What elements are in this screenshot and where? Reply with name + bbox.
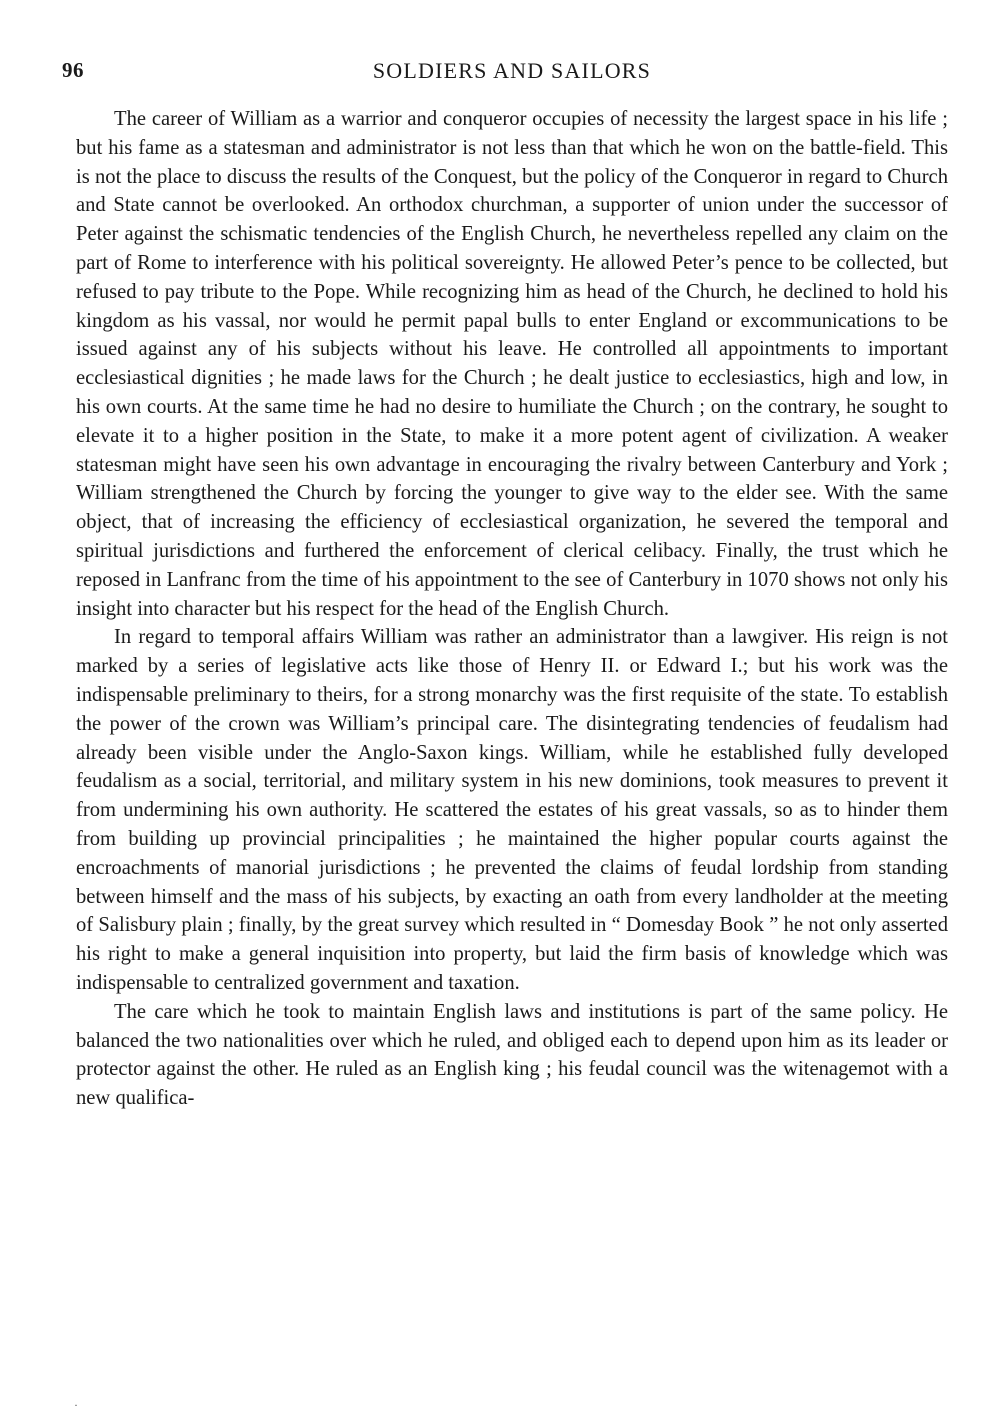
page: [62, 58, 948, 1113]
body-text: [76, 105, 948, 1113]
running-title: SOLDIERS AND SAILORS: [372, 58, 652, 83]
page-number: 96: [62, 58, 84, 82]
paragraph-1: The career of William as a warrior and conqueror occupies of necessity the largest space in his life ; but his fame as a statesman and administrator is not less than that which he won on the battle-field. This is not the place to discuss the results of the Conquest, but the policy of the Conqueror in regard to Church and State cannot be overlooked. An orthodox churchman, a supporter of union under the successor of Peter against the schismatic tendencies of the English Church, he nevertheless repelled any claim on the part of Rome to interference with his political sovereignty. He allowed Peter’s pence to be collected, but refused to pay tribute to the Pope. While recognizing him as head of the Church, he declined to hold his kingdom as his vassal, nor would he permit papal bulls to enter England or excommunications to be issued against any of his subjects without his leave. He controlled all appointments to important ecclesiastical dignities ; he made laws for the Church ; he dealt justice to ecclesiastics, high and low, in his own courts. At the same time he had no desire to humiliate the Church ; on the contrary, he sought to elevate it to a higher position in the State, to make it a more potent agent of civilization. A weaker statesman might have seen his own advantage in encouraging the rivalry between Canterbury and York ; William strengthened the Church by forcing the younger to give way to the elder see. With the same object, that of increasing the efficiency of ecclesiastical organization, he severed the temporal and spiritual jurisdictions and furthered the enforcement of clerical celibacy. Finally, the trust which he reposed in Lanfranc from the time of his appointment to the see of Canterbury in 1070 shows not only his insight into character but his respect for the head of the English Church.: [76, 108, 948, 620]
paragraph-3: The care which he took to maintain English laws and institutions is part of the same policy. He balanced the two nationalities over which he ruled, and obliged each to depend upon him as its leader or protector against the other. He ruled as an English king ; his feudal council was the witenagemot with a new qualifica-: [76, 1000, 948, 1110]
scan-speck-mark: ·: [74, 1398, 78, 1412]
paragraph-2: In regard to temporal affairs William was rather an administrator than a lawgiver. His reign is not marked by a series of legislative acts like those of Henry II. or Edward I.; but his work was the indispensable preliminary to theirs, for a strong monarchy was the first requisite of the state. To establish the power of the crown was William’s principal care. The disintegrating tendencies of feudalism had already been visible under the Anglo-Saxon kings. William, while he established fully developed feudalism as a social, territorial, and military system in his new dominions, took measures to prevent it from undermining his own authority. He scattered the estates of his great vassals, so as to hinder them from building up provincial principalities ; he maintained the higher popular courts against the encroachments of manorial jurisdictions ; he prevented the claims of feudal lordship from standing between himself and the mass of his subjects, by exacting an oath from every landholder at the meeting of Salisbury plain ; finally, by the great survey which resulted in “ Domesday Book ” he not only asserted his right to make a general inquisition into property, but laid the firm basis of knowledge which was indispensable to centralized government and taxation.: [76, 626, 948, 994]
running-head: [62, 58, 948, 88]
